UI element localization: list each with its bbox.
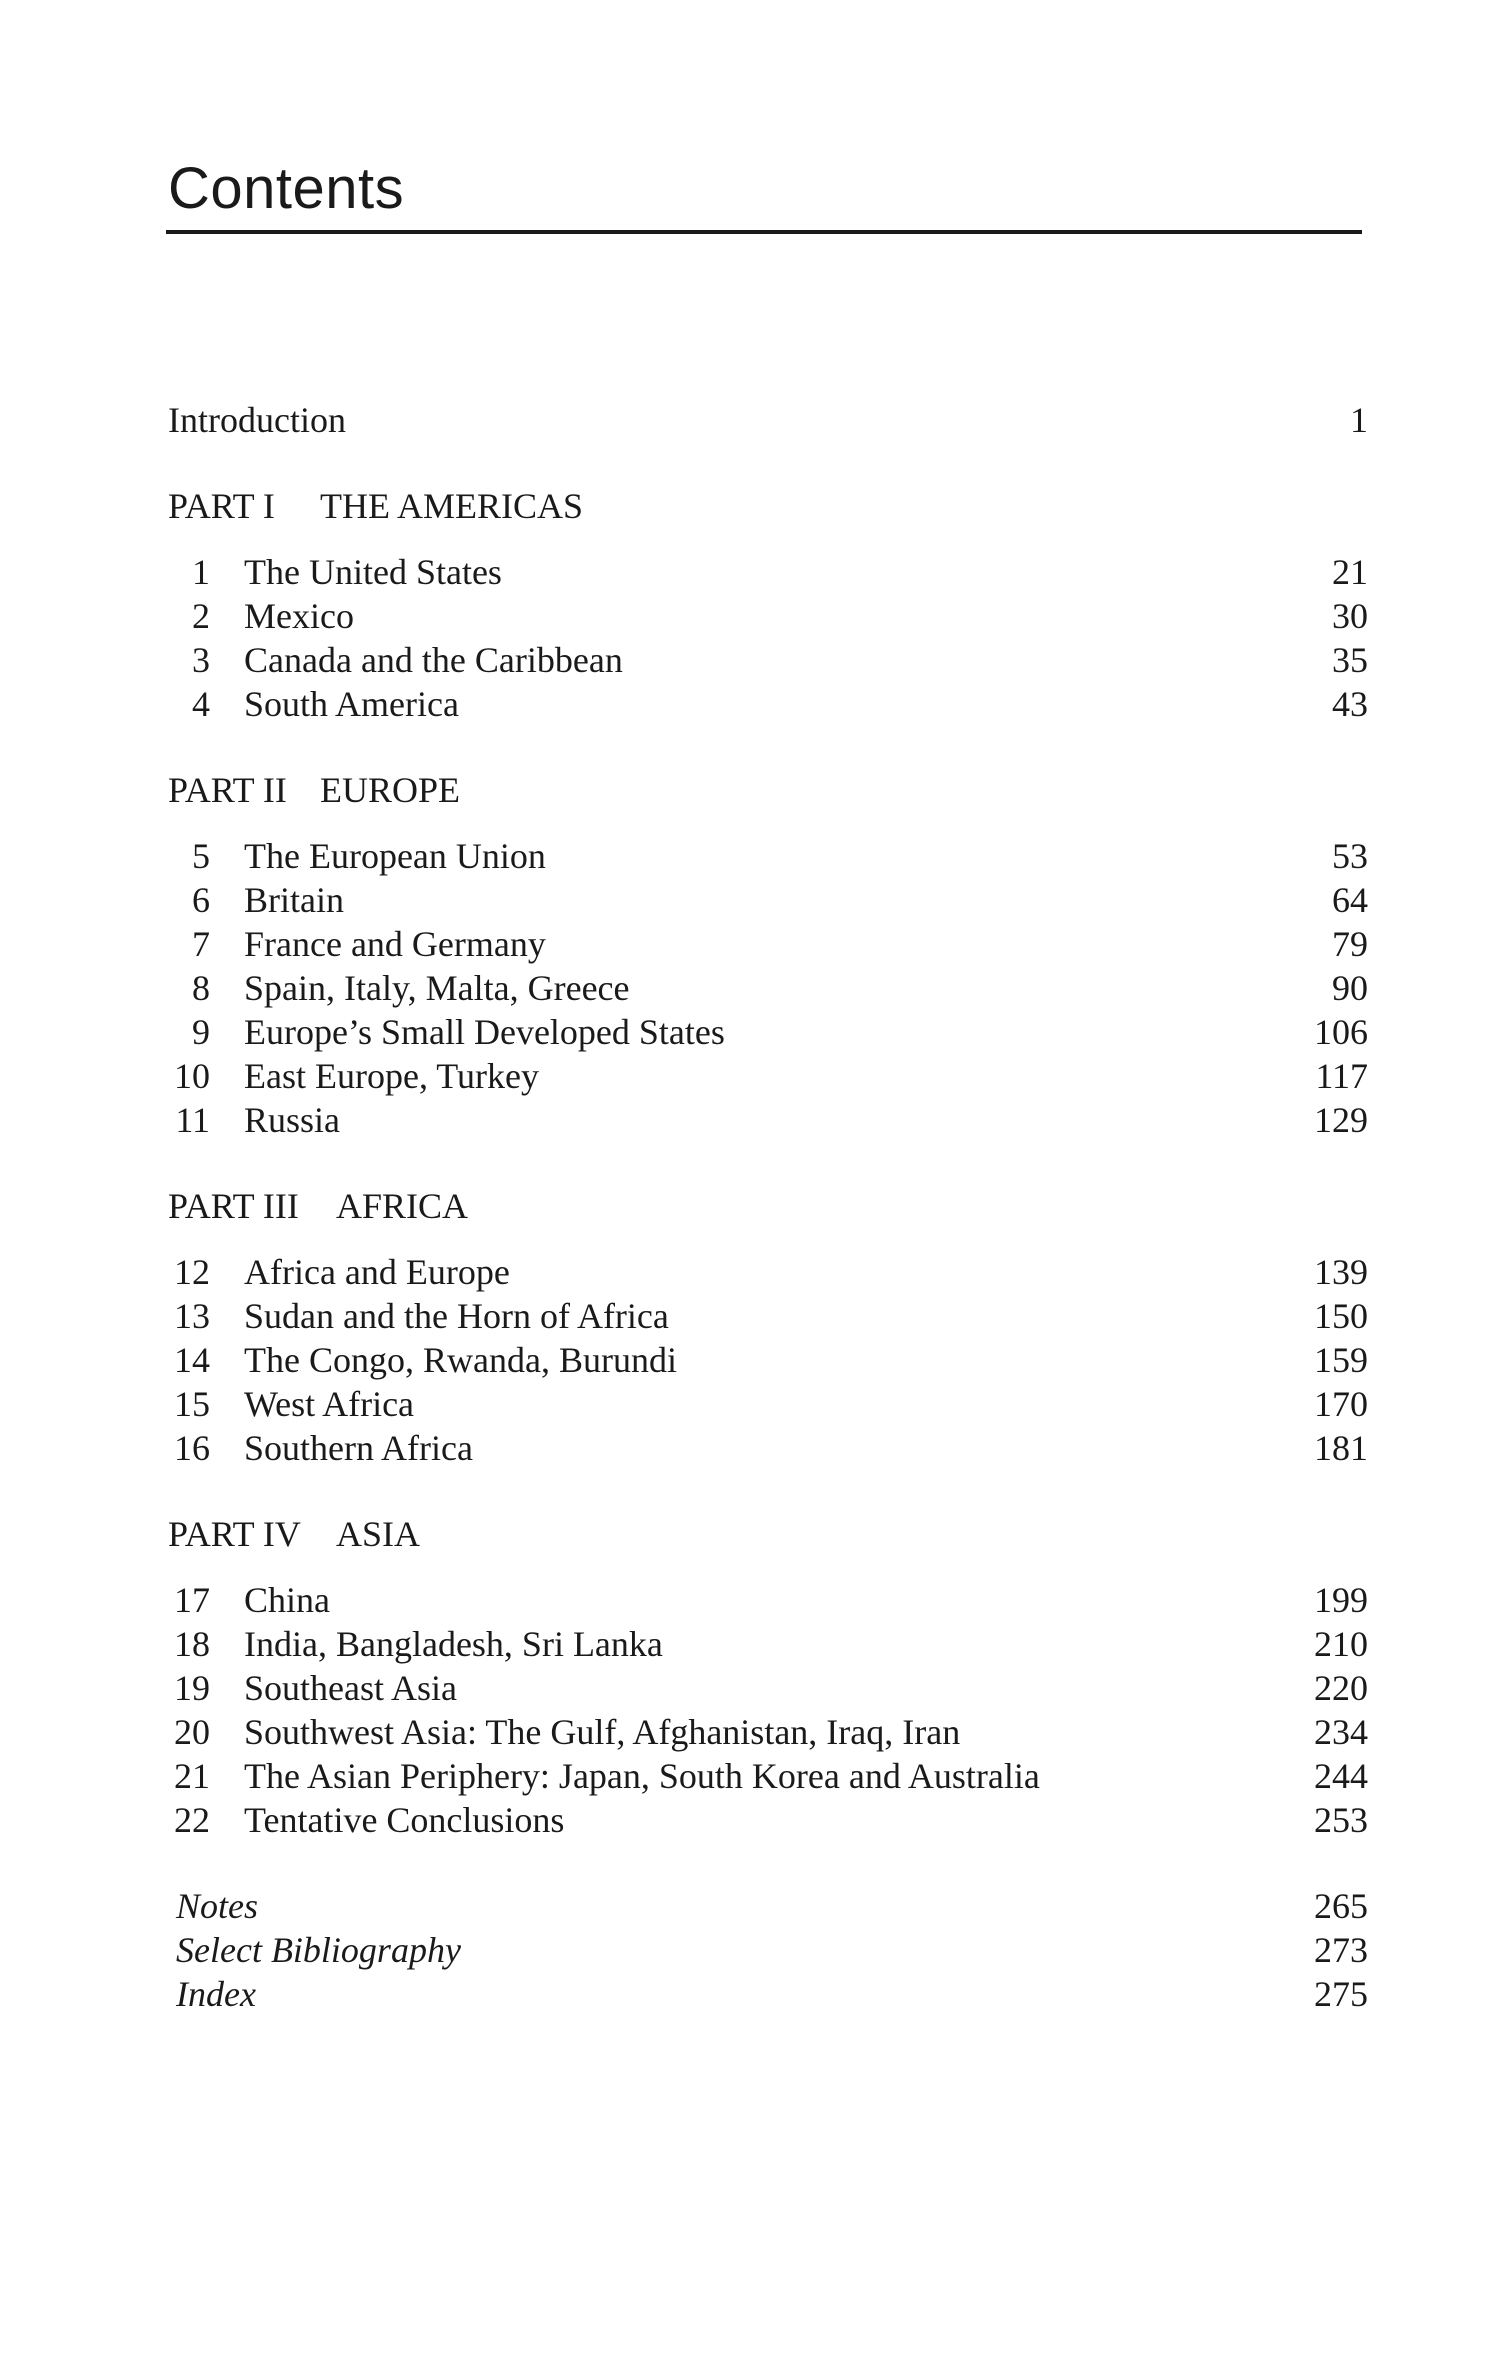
entry-page-number: 139: [1314, 1252, 1368, 1292]
entry-page-number: 220: [1314, 1668, 1368, 1708]
part-name: THE AMERICAS: [320, 486, 584, 526]
part-name: AFRICA: [336, 1186, 469, 1226]
toc-entry[interactable]: [168, 1798, 1368, 1842]
toc-entry[interactable]: [168, 834, 1368, 878]
chapter-number: 20: [174, 1712, 210, 1752]
part-heading: [168, 1184, 1368, 1228]
toc-entry[interactable]: [168, 966, 1368, 1010]
entry-page-number: 64: [1332, 880, 1368, 920]
toc-entry[interactable]: [168, 1578, 1368, 1622]
part-number: PART I: [168, 486, 275, 526]
entry-page-number: 210: [1314, 1624, 1368, 1664]
chapter-title: South America: [244, 684, 459, 724]
chapter-number: 19: [174, 1668, 210, 1708]
toc-entry[interactable]: [168, 1250, 1368, 1294]
part-number: PART IV: [168, 1514, 301, 1554]
chapter-title: The European Union: [244, 836, 546, 876]
chapter-title: The Congo, Rwanda, Burundi: [244, 1340, 677, 1380]
part-number: PART II: [168, 770, 287, 810]
entry-page-number: 244: [1314, 1756, 1368, 1796]
toc-entry[interactable]: [168, 1754, 1368, 1798]
entry-page-number: 53: [1332, 836, 1368, 876]
chapter-title: Europe’s Small Developed States: [244, 1012, 725, 1052]
chapter-number: 5: [192, 836, 210, 876]
page-title: Contents: [168, 156, 405, 221]
chapter-title: Canada and the Caribbean: [244, 640, 623, 680]
chapter-number: 2: [192, 596, 210, 636]
entry-page-number: 21: [1332, 552, 1368, 592]
entry-page-number: 253: [1314, 1800, 1368, 1840]
toc-entry[interactable]: [168, 594, 1368, 638]
toc-entry[interactable]: [168, 1666, 1368, 1710]
toc-entry[interactable]: [168, 1710, 1368, 1754]
toc-entry[interactable]: [168, 922, 1368, 966]
entry-page-number: 199: [1314, 1580, 1368, 1620]
entry-page-number: 90: [1332, 968, 1368, 1008]
chapter-number: 1: [192, 552, 210, 592]
entry-page-number: 43: [1332, 684, 1368, 724]
part-heading: [168, 768, 1368, 812]
toc-entry[interactable]: [168, 1010, 1368, 1054]
part-heading: [168, 1512, 1368, 1556]
chapter-title: Southeast Asia: [244, 1668, 457, 1708]
toc-entry-introduction[interactable]: [168, 398, 1368, 442]
part-name: EUROPE: [320, 770, 461, 810]
chapter-title: East Europe, Turkey: [244, 1056, 539, 1096]
chapter-number: 12: [174, 1252, 210, 1292]
chapter-number: 15: [174, 1384, 210, 1424]
toc-entry-index[interactable]: [168, 1972, 1368, 2016]
toc-entry[interactable]: [168, 878, 1368, 922]
chapter-number: 8: [192, 968, 210, 1008]
toc-entry-notes[interactable]: [168, 1884, 1368, 1928]
toc-entry[interactable]: [168, 1098, 1368, 1142]
chapter-number: 16: [174, 1428, 210, 1468]
entry-label: Introduction: [168, 400, 346, 440]
toc-entry[interactable]: [168, 682, 1368, 726]
chapter-number: 13: [174, 1296, 210, 1336]
chapter-title: Spain, Italy, Malta, Greece: [244, 968, 630, 1008]
entry-page-number: 170: [1314, 1384, 1368, 1424]
chapter-number: 17: [174, 1580, 210, 1620]
toc-entry[interactable]: [168, 638, 1368, 682]
entry-page-number: 117: [1315, 1056, 1368, 1096]
entry-page-number: 79: [1332, 924, 1368, 964]
toc-entry[interactable]: [168, 1426, 1368, 1470]
entry-page-number: 150: [1314, 1296, 1368, 1336]
chapter-title: Russia: [244, 1100, 341, 1140]
part-number: PART III: [168, 1186, 299, 1226]
entry-page-number: 181: [1314, 1428, 1368, 1468]
chapter-title: Africa and Europe: [244, 1252, 510, 1292]
toc-entry[interactable]: [168, 1294, 1368, 1338]
entry-page-number: 106: [1314, 1012, 1368, 1052]
toc-entry[interactable]: [168, 550, 1368, 594]
entry-page-number: 234: [1314, 1712, 1368, 1752]
entry-label: Index: [176, 1974, 256, 2014]
chapter-number: 18: [174, 1624, 210, 1664]
chapter-number: 21: [174, 1756, 210, 1796]
chapter-title: Mexico: [244, 596, 354, 636]
chapter-title: France and Germany: [244, 924, 546, 964]
toc-entry-bibliography[interactable]: [168, 1928, 1368, 1972]
entry-page-number: 129: [1314, 1100, 1368, 1140]
entry-page-number: 275: [1314, 1974, 1368, 2014]
entry-label: Notes: [176, 1886, 259, 1926]
entry-page-number: 30: [1332, 596, 1368, 636]
chapter-title: Southwest Asia: The Gulf, Afghanistan, Iraq, Iran: [244, 1712, 961, 1752]
entry-page-number: 273: [1314, 1930, 1368, 1970]
chapter-title: The United States: [244, 552, 502, 592]
chapter-number: 3: [192, 640, 210, 680]
toc-entry[interactable]: [168, 1382, 1368, 1426]
chapter-number: 9: [192, 1012, 210, 1052]
chapter-number: 14: [174, 1340, 210, 1380]
chapter-title: The Asian Periphery: Japan, South Korea and Australia: [244, 1756, 1040, 1796]
chapter-number: 10: [174, 1056, 210, 1096]
chapter-title: India, Bangladesh, Sri Lanka: [244, 1624, 663, 1664]
table-of-contents: [168, 398, 1368, 2016]
chapter-title: Britain: [244, 880, 344, 920]
entry-page-number: 1: [1350, 400, 1368, 440]
chapter-number: 7: [192, 924, 210, 964]
entry-page-number: 265: [1314, 1886, 1368, 1926]
toc-entry[interactable]: [168, 1054, 1368, 1098]
part-name: ASIA: [336, 1514, 421, 1554]
entry-page-number: 159: [1314, 1340, 1368, 1380]
chapter-number: 22: [174, 1800, 210, 1840]
toc-entry[interactable]: [168, 1622, 1368, 1666]
entry-label: Select Bibliography: [176, 1930, 461, 1970]
entry-page-number: 35: [1332, 640, 1368, 680]
toc-entry[interactable]: [168, 1338, 1368, 1382]
chapter-title: Sudan and the Horn of Africa: [244, 1296, 669, 1336]
chapter-number: 11: [175, 1100, 210, 1140]
chapter-title: Southern Africa: [244, 1428, 473, 1468]
part-heading: [168, 484, 1368, 528]
chapter-number: 4: [192, 684, 210, 724]
chapter-title: Tentative Conclusions: [244, 1800, 565, 1840]
chapter-title: China: [244, 1580, 330, 1620]
chapter-title: West Africa: [244, 1384, 415, 1424]
title-rule: [166, 230, 1362, 234]
chapter-number: 6: [192, 880, 210, 920]
